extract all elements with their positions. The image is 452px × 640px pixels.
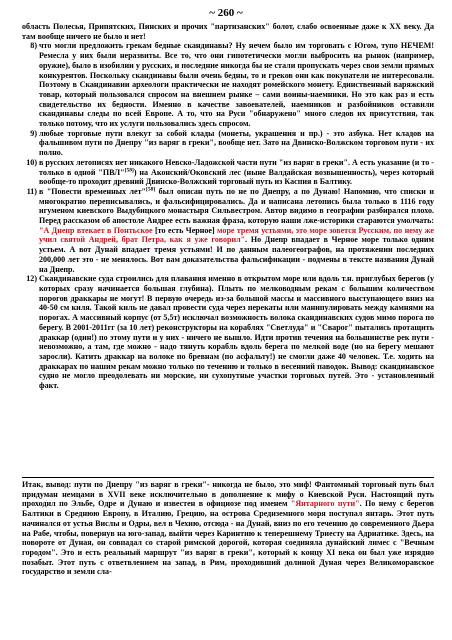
- item-number: 8): [30, 41, 37, 51]
- separator-line: [22, 477, 434, 478]
- list-item-11: [22, 187, 434, 274]
- list-item-10: [22, 158, 434, 187]
- item-number: 10): [26, 157, 37, 167]
- list-item-9: [22, 129, 434, 158]
- conclusion-paragraph: Итак, вывод: пути по Днепру "из варяг в греки"- никогда не было, это миф! Фантомный торговый путь был придуман немцами в XVII веке исключительно в дополнение к мифу о Киевской Руси. Настоящий путь проходил по Эльбе, Одре и Дунаю и известен в официозе под именем "Янтарного пути". По нему с берегов Балтики в Среднюю Европу, в Италию, Грецию, на острова Средиземного моря поступал янтарь. Этот путь начинался от устья Вислы и Одры, вел в Чехию, отсюда - на Дунай, вниз по его течению до современного Дьера на Рабе, чтобы, повернув на юго-запад, выйти через Каринтию к теперешнему Триесту на Адриатике. Здесь, на повороте от Дуная, он совпадал со старой римской дорогой, которая соединяла дунайский лимес с "Вечным городом". Это и есть реальный маршрут "из варяг в греки", который к концу XI века он был уже изрядно позабыт. Этот путь с ответвлением на запад, в Рим, проходивший долиной Дуная через Великоморавское государство и земли сла-: [22, 480, 434, 577]
- list-item-8: [22, 41, 434, 128]
- item-number: 11): [26, 186, 37, 196]
- main-text: [22, 22, 434, 391]
- intro-paragraph: область Полесья, Припятских, Пинских и прочих "партизанских" болот, слабо освоенные даже к XX веку. Да там вообще ничего не было и нет!: [22, 22, 434, 41]
- item-text: в "Повести временных лет"[58] был описан путь по не по Днепру, а по Дунаю! Напомню, что списки и многократно переписывались, и фальсифицировались. Да и написана летопись была только в 1116 году игуменом киевского Выдубицкого монастыря Сильвестром. Автор видимо в географии разбирался плохо. Перед рассказом об апостоле Андрее есть важная фраза, которую наши лже-историки стараются умолчать: "А Днепр втекает в Понтьское [то есть Черное] море тремя устьями, это море зовется Русским, по нему же учил святой Андрей, брат Петра, как я уже говорил". Но Днепр впадает в Черное море только одним устьем. А вот Дунай впадает тремя устьями! И по данным палеогеографов, на протяжении последних 200,000 лет это - не менялось. Вот вам доказательства фальсификации - подмены в тексте названия Дунай на Днепр.: [39, 186, 435, 274]
- item-number: 9): [30, 128, 37, 138]
- footnote-ref[interactable]: [58]: [124, 166, 134, 173]
- item-text: Скандинавские суда строились для плавания именно в открытом море или вдоль т.н. приглубых берегов (у которых сразу начинается большая глубина). Плыть по мелководным рекам с большим количеством порогов драккары не могут! В первую очередь из-за большой массы и массивного выступающего вниз на 40-50 см киля. Такой киль не давал провести суда через перекаты или манипулировать между камнями на порогах. А массивный корпус (от 5,5т) исключал возможность волока скандинавских судов мимо порога по берегу. В 2001-2011гг (за 10 лет) реконструкторы на кораблях "Светлуда" и "Сварог" пытались протащить драккар (один!) по этому пути и у них - ничего не вышло. Идти против течения на большинстве рек пути - невозможно, а там, где можно - надо тянуть корабль вдоль берега по мелкой воде (но на берегу мешают заросли). Катить драккар на волоке по бревнам (по асфальту!) не смогли даже 40 человек. Т.е. ходить на драккарах по нашим рекам можно только по течению и только в весенний паводок. Вывод: скандинавское судно не могло преодолевать ни морские, ни сухопутные участки торговых путей. Это - установленный факт.: [39, 274, 434, 391]
- chronicle-quote-highlight: "А Днепр втекает в Понтьское: [39, 225, 153, 235]
- conclusion-section: [22, 480, 434, 577]
- amber-route-highlight: "Янтарного пути": [290, 499, 360, 509]
- bracket-note: [то есть Черное]: [152, 225, 218, 235]
- list-item-12: [22, 274, 434, 390]
- chronicle-quote-highlight: море тремя устьями, это море зовется Русским, по нему же учил святой Андрей, брат Петра, как я уже говорил": [39, 225, 434, 245]
- item-number: 12): [26, 274, 37, 284]
- footnote-ref[interactable]: [58]: [146, 186, 156, 193]
- item-text: что могли предложить грекам бедные скандинавы? Ну нечем было им торговать с Югом, тупо НЕЧЕМ! Ремесла у них были неразвиты. Все то, что они гипотетически могли выбросить на рынок (например, оружие), было в изобилии у русских, и последние никогда бы не стали пропускать через свои земли прямых конкурентов. Поскольку скандинавы были очень бедны, то и греков они как покупатели не интересовали. Поэтому в Скандинавии археологи практически не находят ромейского монету. Единственный варяжский товар, который пользовался спросом на внешнем рынке – сами воины-наемники. Но это как раз и есть свидетельство их бедности. Именно в качестве завоевателей, наемников и разбойников оставили скандинавы следы по всей Европе. А то, что на Руси "обнаружено" много следов их присутствия, так только потому, что их услуги пользовались здесь спросом.: [39, 41, 434, 129]
- item-text: любые торговые пути влекут за собой клады (монеты, украшения и пр.) - это азбука. Нет кладов на фальшивом пути по Днепру "из варяг в греки", вообще нет. Зато на Двинско-Волжском торговом пути - их полно.: [39, 128, 434, 158]
- page-number: ~ 260 ~: [209, 7, 243, 19]
- item-text: в русских летописях нет никакого Невско-Ладожской части пути "из варяг в греки". А есть указание (и то - только в одной "ПВЛ"[58]) на Аконский/Оковский лес (ныне Валдайская возвышенность), через который вообще-то проходит древний Двинско-Волжский торговый путь из Каспия в Балтику.: [39, 157, 434, 187]
